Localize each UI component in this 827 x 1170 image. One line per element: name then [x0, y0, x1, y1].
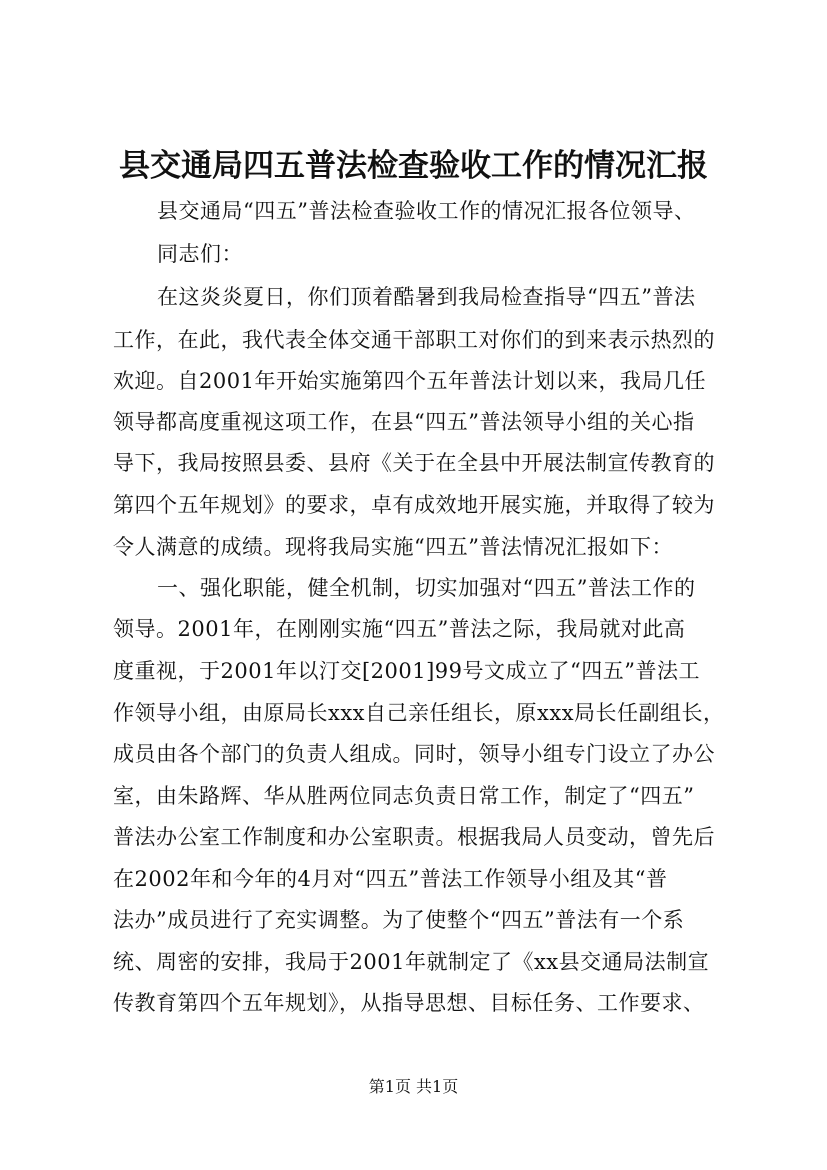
- body-line: 领导。2001年，在刚刚实施“四五”普法之际，我局就对此高: [113, 617, 686, 641]
- body-line: 导下，我局按照县委、县府《关于在全县中开展法制宣传教育的: [113, 451, 715, 475]
- body-line: 工作，在此，我代表全体交通干部职工对你们的到来表示热烈的: [113, 328, 715, 352]
- body-line: 县交通局“四五”普法检查验收工作的情况汇报各位领导、: [157, 199, 696, 223]
- body-line: 第四个五年规划》的要求，卓有成效地开展实施，并取得了较为: [113, 493, 715, 517]
- body-line: 作领导小组，由原局长xxx自己亲任组长，原xxx局长任副组长，: [113, 701, 725, 725]
- body-line: 在2002年和今年的4月对“四五”普法工作领导小组及其“普: [113, 867, 668, 891]
- body-line: 同志们：: [157, 242, 243, 266]
- body-line: 领导都高度重视这项工作，在县“四五”普法领导小组的关心指: [113, 410, 695, 434]
- page-number: 第1页 共1页: [368, 1077, 459, 1096]
- body-line: 统、周密的安排，我局于2001年就制定了《xx县交通局法制宣: [113, 950, 710, 974]
- body-line: 在这炎炎夏日，你们顶着酷暑到我局检查指导“四五”普法: [157, 285, 696, 309]
- body-line: 令人满意的成绩。现将我局实施“四五”普法情况汇报如下：: [113, 535, 673, 559]
- document-title: 县交通局四五普法检查验收工作的情况汇报: [119, 148, 708, 184]
- body-line: 室，由朱路辉、华从胜两位同志负责日常工作，制定了“四五”: [113, 784, 695, 808]
- body-line: 成员由各个部门的负责人组成。同时，领导小组专门设立了办公: [113, 742, 715, 766]
- body-line: 传教育第四个五年规划》，从指导思想、目标任务、工作要求、: [113, 991, 705, 1015]
- body-line: 欢迎。自2001年开始实施第四个五年普法计划以来，我局几任: [113, 369, 706, 393]
- body-line: 一、强化职能，健全机制，切实加强对“四五”普法工作的: [157, 576, 696, 600]
- body-line: 法办”成员进行了充实调整。为了使整个“四五”普法有一个系: [113, 908, 685, 932]
- body-line: 普法办公室工作制度和办公室职责。根据我局人员变动，曾先后: [113, 825, 715, 849]
- body-line: 度重视，于2001年以汀交[2001]99号文成立了“四五”普法工: [113, 659, 700, 683]
